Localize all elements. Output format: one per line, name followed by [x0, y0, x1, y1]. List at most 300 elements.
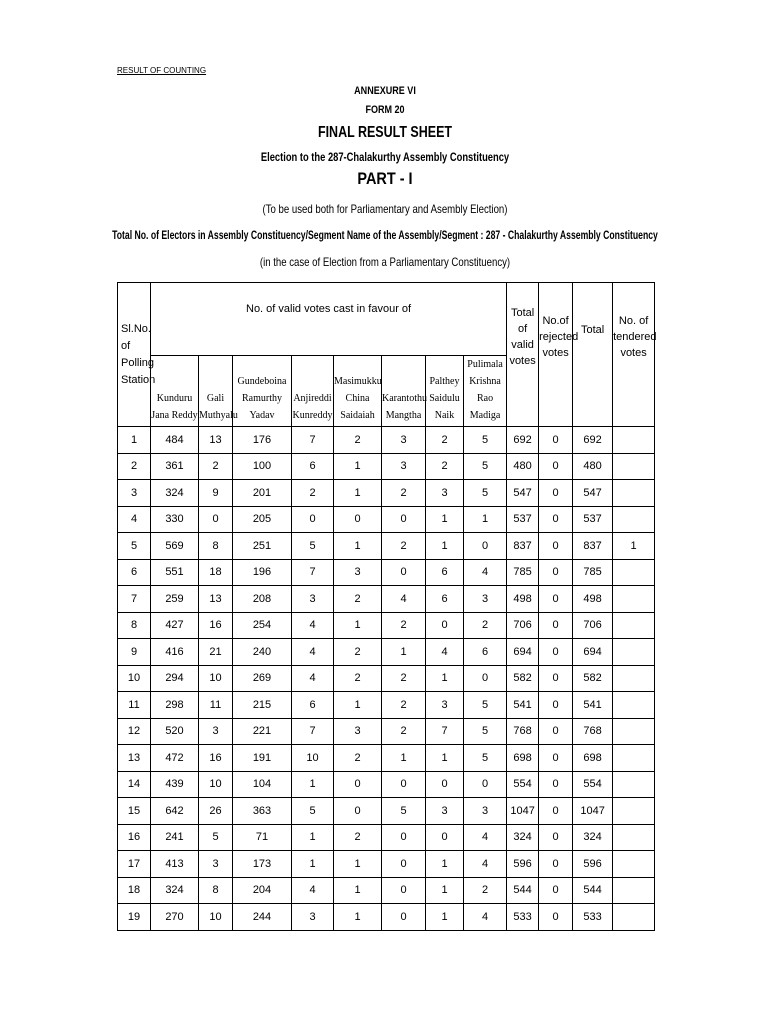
header-row-1	[118, 283, 655, 356]
table-cell: 196	[233, 559, 292, 586]
table-cell: 484	[151, 427, 199, 454]
table-cell: 0	[334, 506, 382, 533]
table-cell: 0	[292, 506, 334, 533]
table-body	[118, 427, 655, 931]
table-cell: 176	[233, 427, 292, 454]
table-cell: 10	[118, 665, 151, 692]
header-line: Total	[580, 323, 605, 336]
table-cell: 18	[199, 559, 233, 586]
table-cell: 1	[334, 877, 382, 904]
table-cell: 694	[573, 639, 613, 666]
table-row	[118, 612, 655, 639]
candidate-name-line: Jana Reddy	[151, 410, 198, 421]
table-cell: 427	[151, 612, 199, 639]
candidate-name-line: Krishna Rao	[469, 376, 501, 404]
table-cell: 19	[118, 904, 151, 931]
table-cell: 1	[426, 665, 464, 692]
table-cell: 0	[426, 824, 464, 851]
table-cell: 1	[464, 506, 507, 533]
header-line: No. of	[618, 314, 649, 327]
table-cell: 1	[292, 824, 334, 851]
table-cell: 1	[426, 877, 464, 904]
table-cell: 16	[118, 824, 151, 851]
table-cell: 0	[539, 480, 573, 507]
table-cell: 1	[334, 612, 382, 639]
table-cell: 1	[292, 851, 334, 878]
table-cell: 1	[334, 533, 382, 560]
table-cell	[613, 904, 655, 931]
table-cell	[613, 506, 655, 533]
table-cell: 0	[539, 612, 573, 639]
header-line: No.of	[542, 314, 569, 327]
sl-header-line: Sl.No. of	[121, 322, 151, 352]
table-cell: 0	[426, 771, 464, 798]
table-cell: 0	[539, 665, 573, 692]
candidate-name-line: Masimukku	[334, 376, 382, 387]
table-cell: 5	[464, 480, 507, 507]
table-cell	[613, 798, 655, 825]
candidate-name-line: China Saidaiah	[340, 393, 375, 421]
table-cell: 480	[507, 453, 539, 480]
table-cell: 215	[233, 692, 292, 719]
header-line: tendered	[613, 330, 657, 343]
table-cell: 4	[464, 904, 507, 931]
table-cell: 241	[151, 824, 199, 851]
table-cell: 0	[539, 798, 573, 825]
page-title: FINAL RESULT SHEET	[317, 124, 453, 141]
table-cell: 7	[292, 559, 334, 586]
table-cell	[613, 559, 655, 586]
table-cell: 520	[151, 718, 199, 745]
table-cell: 0	[539, 586, 573, 613]
table-cell: 21	[199, 639, 233, 666]
header-line: rejected	[539, 330, 579, 343]
candidate-name-line: Mangtha	[385, 410, 422, 421]
table-cell: 17	[118, 851, 151, 878]
table-cell: 1	[334, 480, 382, 507]
table-cell	[613, 851, 655, 878]
table-cell: 0	[426, 612, 464, 639]
table-cell: 596	[573, 851, 613, 878]
table-cell: 2	[426, 427, 464, 454]
table-cell: 1047	[507, 798, 539, 825]
candidate-name-line: Anjireddi	[293, 393, 332, 404]
annexure-heading: ANNEXURE VI	[354, 85, 416, 97]
table-cell: 1	[334, 692, 382, 719]
table-cell: 0	[464, 533, 507, 560]
table-cell: 1	[426, 745, 464, 772]
table-cell: 2	[199, 453, 233, 480]
table-cell: 2	[382, 718, 426, 745]
table-cell: 547	[507, 480, 539, 507]
header-line: votes	[509, 354, 536, 367]
table-cell: 554	[573, 771, 613, 798]
table-cell: 0	[382, 877, 426, 904]
table-cell: 201	[233, 480, 292, 507]
table-cell: 173	[233, 851, 292, 878]
table-cell	[613, 771, 655, 798]
table-cell: 0	[539, 453, 573, 480]
table-cell: 692	[573, 427, 613, 454]
candidate-header	[382, 356, 426, 427]
table-cell: 324	[151, 877, 199, 904]
table-cell: 2	[334, 427, 382, 454]
table-cell: 3	[426, 480, 464, 507]
table-cell: 439	[151, 771, 199, 798]
result-table	[117, 282, 655, 931]
table-cell: 0	[539, 824, 573, 851]
table-cell	[613, 718, 655, 745]
table-cell: 71	[233, 824, 292, 851]
table-cell: 9	[199, 480, 233, 507]
table-cell: 837	[507, 533, 539, 560]
table-cell: 1	[334, 453, 382, 480]
table-cell: 269	[233, 665, 292, 692]
table-cell: 15	[118, 798, 151, 825]
table-cell: 694	[507, 639, 539, 666]
table-cell: 3	[199, 718, 233, 745]
table-cell: 0	[539, 559, 573, 586]
candidate-name-line: Kunreddy	[292, 410, 333, 421]
table-cell: 10	[199, 771, 233, 798]
table-cell: 2	[382, 692, 426, 719]
table-cell	[613, 586, 655, 613]
table-cell: 569	[151, 533, 199, 560]
table-cell: 4	[382, 586, 426, 613]
table-cell: 692	[507, 427, 539, 454]
table-row	[118, 904, 655, 931]
table-row	[118, 639, 655, 666]
table-cell: 191	[233, 745, 292, 772]
table-cell: 4	[292, 665, 334, 692]
table-cell: 5	[118, 533, 151, 560]
table-cell: 4	[464, 824, 507, 851]
table-cell: 2	[118, 453, 151, 480]
table-cell	[613, 480, 655, 507]
table-row	[118, 427, 655, 454]
table-cell	[613, 427, 655, 454]
sl-header-line: Polling	[121, 356, 155, 369]
table-cell: 541	[573, 692, 613, 719]
table-cell: 5	[292, 798, 334, 825]
table-cell: 0	[382, 506, 426, 533]
table-cell: 2	[334, 639, 382, 666]
total-electors-line: Total No. of Electors in Assembly Constituency/Segment Name of the Assembly/Segment : 287 - Chalakurthy Assembly Constituency	[112, 228, 658, 242]
header-line: votes	[620, 346, 647, 359]
table-cell: 4	[118, 506, 151, 533]
sl-header-line: Station	[121, 373, 156, 386]
table-cell: 10	[199, 665, 233, 692]
table-cell: 544	[507, 877, 539, 904]
table-row	[118, 586, 655, 613]
table-cell: 498	[573, 586, 613, 613]
table-cell: 2	[334, 824, 382, 851]
table-cell: 324	[507, 824, 539, 851]
table-cell: 330	[151, 506, 199, 533]
table-cell	[613, 745, 655, 772]
table-cell: 554	[507, 771, 539, 798]
table-cell: 596	[507, 851, 539, 878]
table-cell: 13	[199, 586, 233, 613]
table-cell: 7	[292, 718, 334, 745]
table-cell: 6	[118, 559, 151, 586]
table-cell: 5	[464, 427, 507, 454]
table-cell: 251	[233, 533, 292, 560]
table-cell: 3	[292, 904, 334, 931]
table-cell: 16	[199, 745, 233, 772]
table-cell: 642	[151, 798, 199, 825]
table-cell: 2	[382, 665, 426, 692]
table-cell	[613, 692, 655, 719]
table-row	[118, 798, 655, 825]
table-cell: 541	[507, 692, 539, 719]
sl-no-header	[118, 283, 156, 427]
table-cell: 2	[334, 665, 382, 692]
table-cell	[613, 639, 655, 666]
table-cell: 6	[426, 586, 464, 613]
total-header	[573, 283, 613, 427]
rejected-header	[539, 283, 579, 427]
table-cell: 244	[233, 904, 292, 931]
table-cell: 582	[507, 665, 539, 692]
table-cell: 204	[233, 877, 292, 904]
table-cell: 0	[539, 533, 573, 560]
table-cell: 1	[292, 771, 334, 798]
table-row	[118, 718, 655, 745]
table-cell: 0	[334, 798, 382, 825]
table-row	[118, 824, 655, 851]
candidate-header	[233, 356, 292, 427]
table-cell: 5	[292, 533, 334, 560]
table-cell: 768	[573, 718, 613, 745]
table-cell: 4	[292, 612, 334, 639]
table-cell: 0	[539, 904, 573, 931]
table-cell: 0	[334, 771, 382, 798]
table-cell: 18	[118, 877, 151, 904]
table-cell: 5	[464, 453, 507, 480]
table-cell: 270	[151, 904, 199, 931]
table-cell: 0	[382, 824, 426, 851]
table-cell: 537	[507, 506, 539, 533]
table-cell: 254	[233, 612, 292, 639]
table-row	[118, 506, 655, 533]
table-cell: 537	[573, 506, 613, 533]
table-cell: 1	[426, 533, 464, 560]
table-cell: 2	[382, 533, 426, 560]
header-line: valid	[511, 338, 534, 351]
table-cell: 5	[464, 692, 507, 719]
table-cell: 5	[199, 824, 233, 851]
table-cell: 2	[382, 480, 426, 507]
candidate-name-line: Muthyalu	[199, 410, 238, 421]
table-cell: 0	[539, 745, 573, 772]
table-cell: 3	[426, 798, 464, 825]
table-cell: 1	[426, 506, 464, 533]
table-cell: 7	[426, 718, 464, 745]
table-cell: 13	[199, 427, 233, 454]
table-cell: 698	[573, 745, 613, 772]
table-cell: 0	[464, 665, 507, 692]
form-heading: FORM 20	[365, 104, 405, 116]
table-cell: 0	[539, 771, 573, 798]
candidate-header	[426, 356, 464, 427]
table-cell: 3	[334, 559, 382, 586]
table-cell: 100	[233, 453, 292, 480]
table-cell: 2	[426, 453, 464, 480]
candidate-header	[464, 356, 507, 427]
table-cell: 12	[118, 718, 151, 745]
table-cell: 0	[382, 904, 426, 931]
table-cell: 3	[334, 718, 382, 745]
table-cell: 0	[539, 506, 573, 533]
table-cell: 8	[199, 533, 233, 560]
table-cell: 363	[233, 798, 292, 825]
header-line: Total of	[510, 306, 535, 335]
valid-votes-group-header: No. of valid votes cast in favour of	[151, 283, 507, 356]
table-cell: 324	[151, 480, 199, 507]
table-cell: 8	[199, 877, 233, 904]
table-cell: 9	[118, 639, 151, 666]
election-heading: Election to the 287-Chalakurthy Assembly Constituency	[260, 150, 510, 164]
table-cell: 0	[382, 771, 426, 798]
table-cell: 259	[151, 586, 199, 613]
table-cell: 5	[382, 798, 426, 825]
table-cell: 3	[382, 427, 426, 454]
table-cell: 480	[573, 453, 613, 480]
table-cell: 544	[573, 877, 613, 904]
top-label: RESULT OF COUNTING	[117, 66, 207, 75]
table-cell: 1	[382, 639, 426, 666]
table-cell: 1	[382, 745, 426, 772]
table-cell: 1047	[573, 798, 613, 825]
table-cell: 0	[199, 506, 233, 533]
table-cell: 0	[539, 851, 573, 878]
candidate-name-line: Saidulu	[429, 393, 460, 404]
candidate-name-line: Gali	[206, 393, 225, 404]
table-cell: 13	[118, 745, 151, 772]
table-cell: 413	[151, 851, 199, 878]
table-cell: 3	[292, 586, 334, 613]
table-cell: 14	[118, 771, 151, 798]
candidate-name-line: Gundeboina	[237, 376, 287, 387]
table-cell: 0	[382, 851, 426, 878]
table-cell: 11	[199, 692, 233, 719]
candidate-header	[199, 356, 238, 427]
table-cell: 3	[382, 453, 426, 480]
tendered-header	[613, 283, 655, 427]
header-line: votes	[542, 346, 569, 359]
table-cell	[613, 824, 655, 851]
table-cell: 837	[573, 533, 613, 560]
table-cell: 533	[573, 904, 613, 931]
table-cell: 3	[199, 851, 233, 878]
table-cell: 4	[292, 877, 334, 904]
table-cell: 1	[118, 427, 151, 454]
table-cell: 3	[118, 480, 151, 507]
table-cell: 361	[151, 453, 199, 480]
table-cell: 416	[151, 639, 199, 666]
table-cell: 7	[118, 586, 151, 613]
candidate-name-line: Pulimala	[467, 359, 503, 370]
table-row	[118, 559, 655, 586]
candidate-name-line: Kunduru	[156, 393, 193, 404]
table-cell: 2	[334, 745, 382, 772]
table-row	[118, 453, 655, 480]
table-row	[118, 877, 655, 904]
table-cell: 221	[233, 718, 292, 745]
table-row	[118, 665, 655, 692]
candidate-name-line: Karantothu	[382, 393, 427, 404]
table-cell: 698	[507, 745, 539, 772]
table-cell: 785	[507, 559, 539, 586]
table-cell	[613, 612, 655, 639]
table-cell: 768	[507, 718, 539, 745]
table-cell: 0	[382, 559, 426, 586]
table-cell: 547	[573, 480, 613, 507]
table-cell: 104	[233, 771, 292, 798]
table-cell: 785	[573, 559, 613, 586]
table-cell: 8	[118, 612, 151, 639]
table-cell: 4	[426, 639, 464, 666]
table-cell: 1	[334, 851, 382, 878]
table-row	[118, 771, 655, 798]
table-cell: 533	[507, 904, 539, 931]
table-cell: 2	[382, 612, 426, 639]
table-cell: 4	[464, 851, 507, 878]
table-cell: 498	[507, 586, 539, 613]
table-cell: 0	[539, 718, 573, 745]
usage-note: (To be used both for Parliamentary and Asembly Election)	[262, 202, 508, 216]
part-heading: PART - I	[357, 169, 413, 188]
table-cell: 2	[464, 877, 507, 904]
table-cell: 4	[292, 639, 334, 666]
table-cell: 6	[292, 692, 334, 719]
table-cell: 3	[464, 798, 507, 825]
table-cell	[613, 453, 655, 480]
candidate-name-line: Palthey	[429, 376, 460, 387]
table-cell: 6	[426, 559, 464, 586]
table-cell: 4	[464, 559, 507, 586]
candidate-header	[292, 356, 334, 427]
table-row	[118, 745, 655, 772]
table-cell: 5	[464, 718, 507, 745]
table-row	[118, 851, 655, 878]
case-note: (in the case of Election from a Parliamentary Constituency)	[259, 255, 511, 269]
candidate-name-line: Madiga	[469, 410, 501, 421]
table-cell: 205	[233, 506, 292, 533]
table-cell: 1	[613, 533, 655, 560]
table-cell: 706	[507, 612, 539, 639]
table-cell: 551	[151, 559, 199, 586]
table-cell: 10	[292, 745, 334, 772]
table-cell: 0	[539, 639, 573, 666]
table-cell	[613, 877, 655, 904]
table-row	[118, 480, 655, 507]
table-cell: 1	[426, 851, 464, 878]
table-cell: 2	[464, 612, 507, 639]
candidate-name-line: Naik	[434, 410, 455, 421]
table-cell: 6	[464, 639, 507, 666]
table-cell: 472	[151, 745, 199, 772]
table-cell: 2	[292, 480, 334, 507]
table-cell: 0	[464, 771, 507, 798]
table-cell: 208	[233, 586, 292, 613]
table-cell: 3	[464, 586, 507, 613]
table-cell: 3	[426, 692, 464, 719]
table-cell: 0	[539, 692, 573, 719]
table-row	[118, 533, 655, 560]
table-cell: 26	[199, 798, 233, 825]
